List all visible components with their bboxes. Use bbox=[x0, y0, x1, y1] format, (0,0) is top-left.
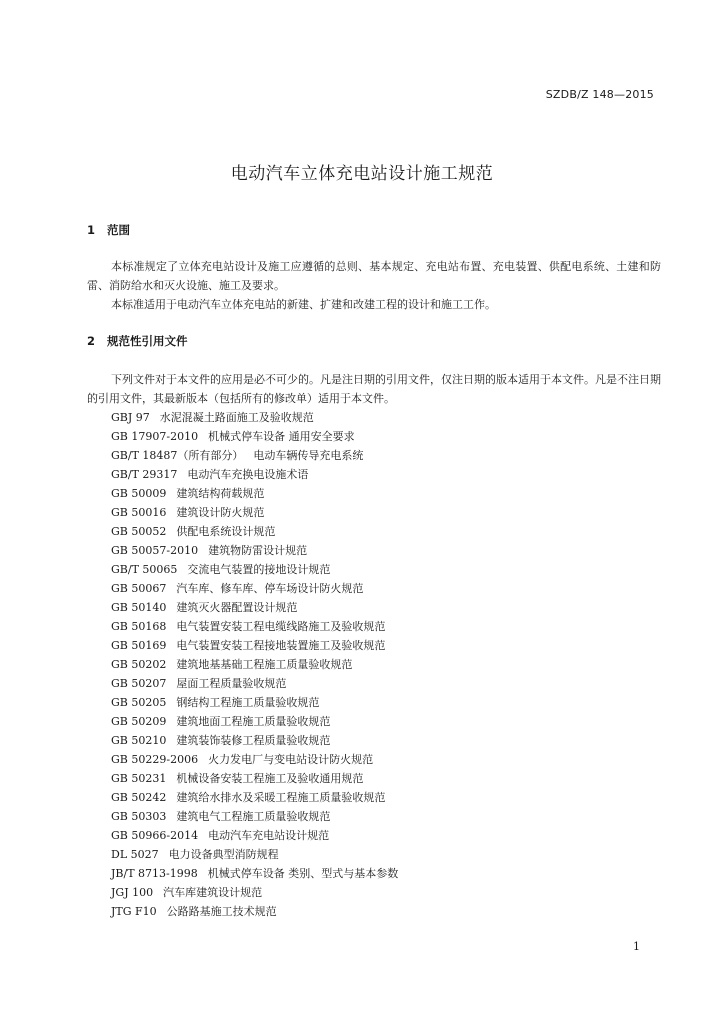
reference-item bbox=[111, 598, 398, 617]
reference-name: 交流电气装置的接地设计规范 bbox=[187, 563, 331, 576]
reference-item bbox=[111, 560, 398, 579]
reference-item bbox=[111, 655, 398, 674]
reference-item bbox=[111, 769, 398, 788]
reference-item bbox=[111, 617, 398, 636]
reference-code: GB 50202 bbox=[111, 658, 167, 671]
reference-code: GB 50303 bbox=[111, 810, 167, 823]
reference-item bbox=[111, 579, 398, 598]
reference-name: 汽车库建筑设计规范 bbox=[163, 886, 263, 899]
reference-item bbox=[111, 731, 398, 750]
reference-name: 机械设备安装工程施工及验收通用规范 bbox=[176, 772, 364, 785]
reference-item bbox=[111, 750, 398, 769]
reference-code: GB 50016 bbox=[111, 506, 167, 519]
reference-name: 火力发电厂与变电站设计防火规范 bbox=[208, 753, 374, 766]
reference-name: 屋面工程质量验收规范 bbox=[176, 677, 287, 690]
section-number: 1 bbox=[87, 223, 96, 237]
reference-code: GB 50067 bbox=[111, 582, 167, 595]
reference-list bbox=[111, 408, 398, 921]
reference-code: GB 50210 bbox=[111, 734, 167, 747]
reference-name: 电动汽车充电站设计规范 bbox=[208, 829, 330, 842]
reference-name: 电动汽车充换电设施术语 bbox=[187, 468, 309, 481]
reference-code: GB 50242 bbox=[111, 791, 167, 804]
reference-name: 电气装置安装工程电缆线路施工及验收规范 bbox=[176, 620, 386, 633]
reference-name: 建筑地面工程施工质量验收规范 bbox=[176, 715, 331, 728]
section-number: 2 bbox=[87, 334, 96, 348]
reference-code: GB 50168 bbox=[111, 620, 167, 633]
reference-item bbox=[111, 864, 398, 883]
reference-name: 供配电系统设计规范 bbox=[176, 525, 276, 538]
reference-code: GB 50009 bbox=[111, 487, 167, 500]
reference-code: GB/T 18487（所有部分） bbox=[111, 449, 244, 462]
reference-name: 建筑给水排水及采暖工程施工质量验收规范 bbox=[176, 791, 386, 804]
document-code: SZDB/Z 148—2015 bbox=[545, 88, 654, 101]
reference-code: GB/T 50065 bbox=[111, 563, 178, 576]
reference-item bbox=[111, 636, 398, 655]
reference-name: 建筑物防雷设计规范 bbox=[208, 544, 308, 557]
reference-code: GB 50231 bbox=[111, 772, 167, 785]
reference-item bbox=[111, 427, 398, 446]
reference-code: GB 50229-2006 bbox=[111, 753, 199, 766]
reference-code: JB/T 8713-1998 bbox=[111, 867, 198, 880]
reference-name: 汽车库、修车库、停车场设计防火规范 bbox=[176, 582, 364, 595]
references-intro-paragraph: 下列文件对于本文件的应用是必不可少的。凡是注日期的引用文件，仅注日期的版本适用于本文件。凡是不注日期的引用文件，其最新版本（包括所有的修改单）适用于本文件。 bbox=[87, 373, 661, 405]
reference-item bbox=[111, 465, 398, 484]
reference-code: GB 50169 bbox=[111, 639, 167, 652]
section-title: 规范性引用文件 bbox=[107, 334, 188, 348]
reference-name: 电力设备典型消防规程 bbox=[168, 848, 279, 861]
reference-item bbox=[111, 883, 398, 902]
reference-code: GB 50207 bbox=[111, 677, 167, 690]
reference-code: GB/T 29317 bbox=[111, 468, 178, 481]
reference-code: JGJ 100 bbox=[111, 886, 154, 899]
reference-name: 公路路基施工技术规范 bbox=[166, 905, 277, 918]
reference-item bbox=[111, 712, 398, 731]
reference-item bbox=[111, 522, 398, 541]
reference-code: GB 17907-2010 bbox=[111, 430, 199, 443]
reference-item bbox=[111, 788, 398, 807]
reference-code: GBJ 97 bbox=[111, 411, 150, 424]
reference-item bbox=[111, 807, 398, 826]
scope-paragraph-2: 本标准适用于电动汽车立体充电站的新建、扩建和改建工程的设计和施工工作。 bbox=[111, 298, 496, 311]
reference-item bbox=[111, 902, 398, 921]
reference-code: JTG F10 bbox=[111, 905, 157, 918]
reference-code: GB 50057-2010 bbox=[111, 544, 199, 557]
section-heading-scope bbox=[87, 222, 130, 238]
reference-name: 建筑设计防火规范 bbox=[176, 506, 265, 519]
scope-paragraph-1: 本标准规定了立体充电站设计及施工应遵循的总则、基本规定、充电站布置、充电装置、供配电系统、土建和防雷、消防给水和灭火设施、施工及要求。 bbox=[87, 260, 661, 292]
reference-name: 电气装置安装工程接地装置施工及验收规范 bbox=[176, 639, 386, 652]
reference-name: 机械式停车设备 类别、型式与基本参数 bbox=[207, 867, 399, 880]
document-title: 电动汽车立体充电站设计施工规范 bbox=[230, 164, 494, 184]
reference-item bbox=[111, 845, 398, 864]
reference-name: 水泥混凝土路面施工及验收规范 bbox=[159, 411, 314, 424]
reference-item bbox=[111, 446, 398, 465]
reference-code: GB 50209 bbox=[111, 715, 167, 728]
reference-item bbox=[111, 826, 398, 845]
reference-item bbox=[111, 503, 398, 522]
reference-item bbox=[111, 541, 398, 560]
reference-item bbox=[111, 484, 398, 503]
reference-name: 机械式停车设备 通用安全要求 bbox=[208, 430, 355, 443]
reference-name: 建筑装饰装修工程质量验收规范 bbox=[176, 734, 331, 747]
reference-item bbox=[111, 693, 398, 712]
reference-name: 建筑结构荷载规范 bbox=[176, 487, 265, 500]
reference-name: 钢结构工程施工质量验收规范 bbox=[176, 696, 320, 709]
reference-item bbox=[111, 674, 398, 693]
section-title: 范围 bbox=[107, 223, 130, 237]
reference-code: DL 5027 bbox=[111, 848, 159, 861]
reference-code: GB 50052 bbox=[111, 525, 167, 538]
reference-name: 建筑电气工程施工质量验收规范 bbox=[176, 810, 331, 823]
reference-code: GB 50205 bbox=[111, 696, 167, 709]
reference-name: 建筑灭火器配置设计规范 bbox=[176, 601, 298, 614]
reference-name: 建筑地基基础工程施工质量验收规范 bbox=[176, 658, 353, 671]
reference-code: GB 50966-2014 bbox=[111, 829, 199, 842]
reference-name: 电动车辆传导充电系统 bbox=[253, 449, 364, 462]
reference-code: GB 50140 bbox=[111, 601, 167, 614]
page-number: 1 bbox=[633, 940, 640, 953]
reference-item bbox=[111, 408, 398, 427]
section-heading-normative-references bbox=[87, 333, 188, 349]
